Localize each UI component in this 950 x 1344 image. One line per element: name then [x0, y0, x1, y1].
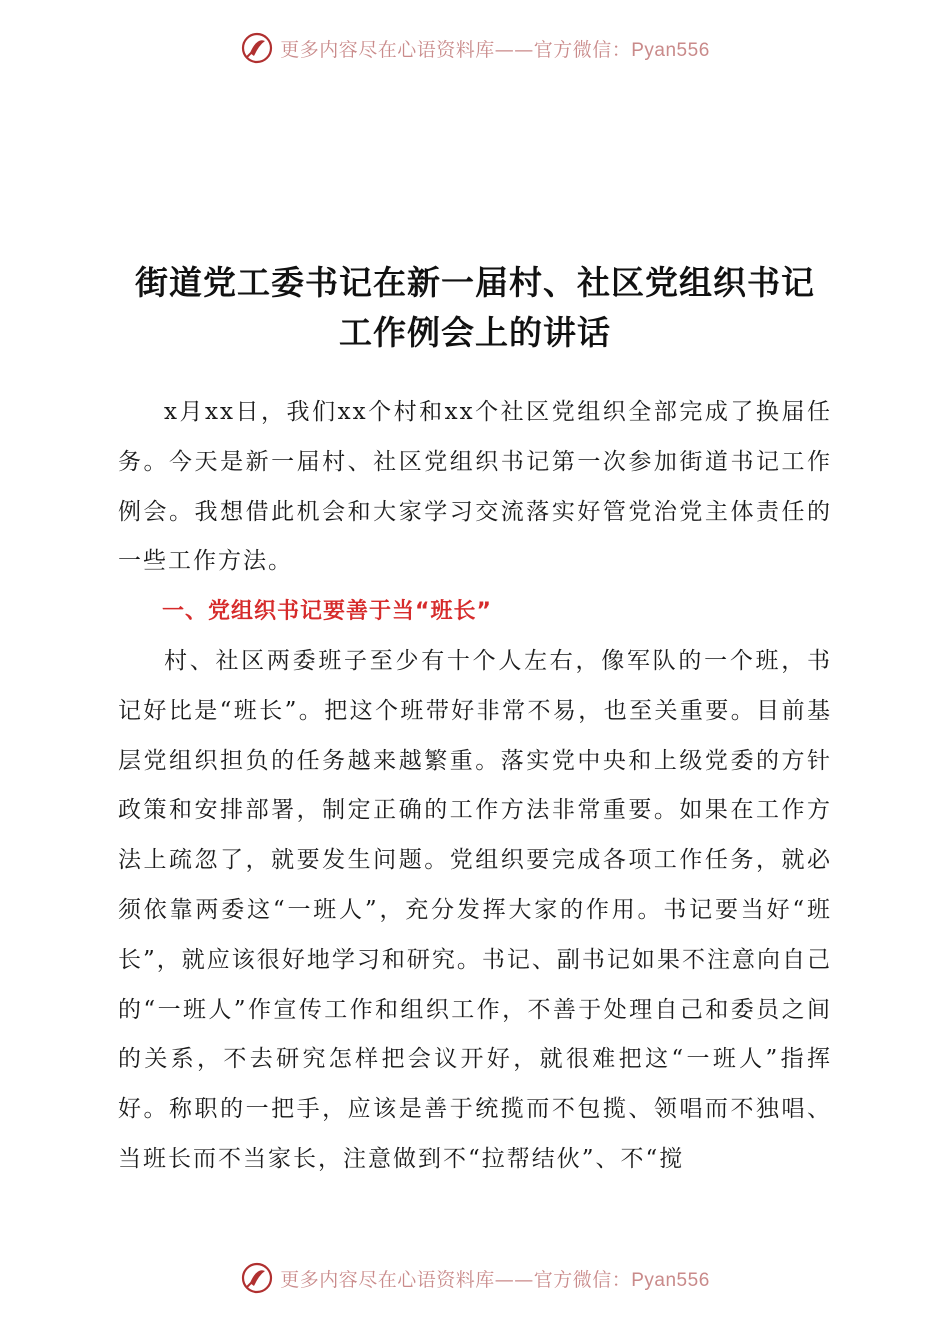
watermark-wechat-id: Pyan556: [631, 39, 710, 61]
section-heading-1: 一、党组织书记要善于当“班长”: [162, 599, 492, 625]
brand-logo-icon: [240, 31, 274, 65]
brand-logo-icon: [240, 1261, 274, 1295]
title-line-1: 街道党工委书记在新一届村、社区党组织书记: [135, 263, 815, 302]
document-title: [100, 258, 850, 358]
title-line-2: 工作例会上的讲话: [339, 313, 611, 352]
document-body: [118, 388, 832, 1185]
intro-paragraph: x月xx日，我们xx个村和xx个社区党组织全部完成了换届任务。今天是新一届村、社区党组织书记第一次参加街道书记工作例会。我想借此机会和大家学习交流落实好管党治党主体责任的一些工作方法。: [118, 399, 832, 575]
footer-watermark: [0, 1258, 950, 1298]
header-watermark: [0, 28, 950, 68]
watermark-text: 更多内容尽在心语资料库——官方微信：Pyan556: [280, 38, 710, 61]
watermark-text: 更多内容尽在心语资料库——官方微信：Pyan556: [280, 1268, 710, 1291]
watermark-wechat-id: Pyan556: [631, 1269, 710, 1291]
section-1-paragraph: 村、社区两委班子至少有十个人左右，像军队的一个班，书记好比是“班长”。把这个班带好非常不易，也至关重要。目前基层党组织担负的任务越来越繁重。落实党中央和上级党委的方针政策和安排部署，制定正确的工作方法非常重要。如果在工作方法上疏忽了，就要发生问题。党组织要完成各项工作任务，就必须依靠两委这“一班人”，充分发挥大家的作用。书记要当好“班长”，就应该很好地学习和研究。书记、副书记如果不注意向自己的“一班人”作宣传工作和组织工作，不善于处理自己和委员之间的关系，不去研究怎样把会议开好，就很难把这“一班人”指挥好。称职的一把手，应该是善于统揽而不包揽、领唱而不独唱、当班长而不当家长，注意做到不“拉帮结伙”、不“搅: [118, 647, 832, 1172]
